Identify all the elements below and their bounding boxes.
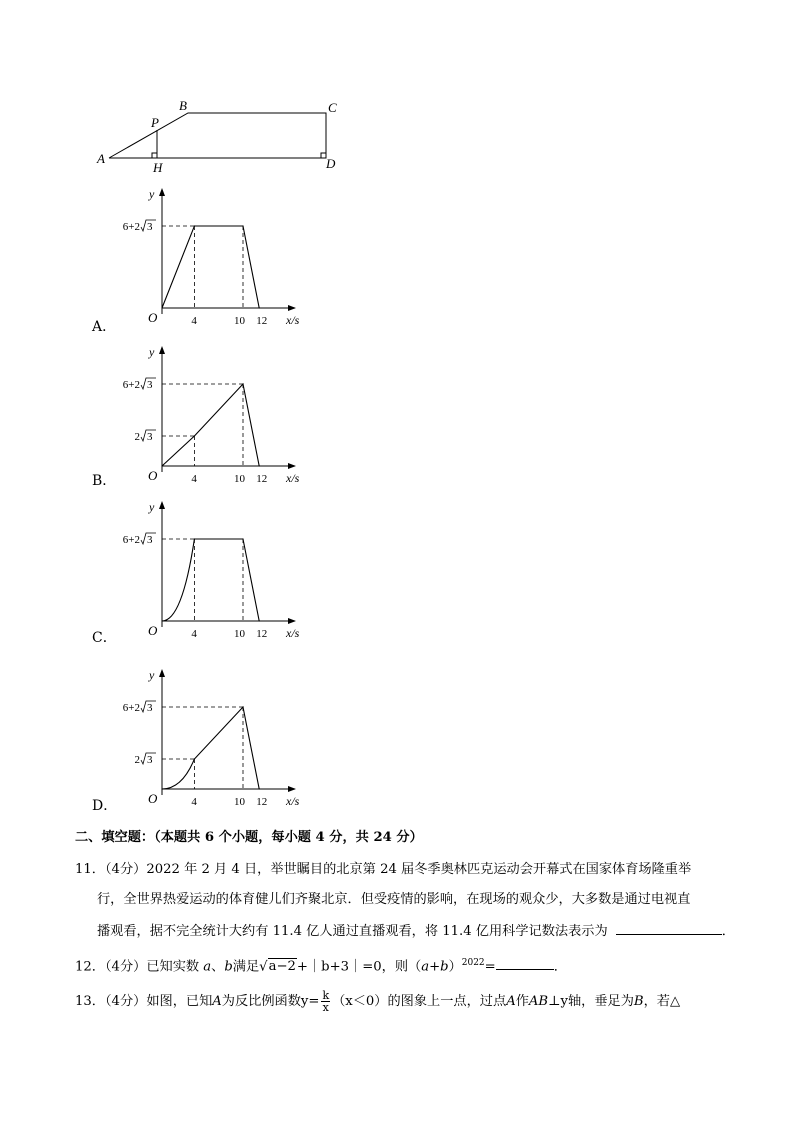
y-tick-mid-text: 2 — [134, 754, 140, 766]
y-tick-mid-text: 2 — [134, 431, 140, 443]
q11-line3: 播观看，据不完全统计大约有 11.4 亿人通过直播观看，将 11.4 亿用科学记数法表示为 — [97, 924, 608, 939]
x-axis-label: x/s — [286, 794, 300, 808]
data-point-x10 — [242, 538, 243, 539]
q11-line2: 行，全世界热爱运动的体育健儿们齐聚北京．但受疫情的影响，在现场的观众少，大多数是通过电视直 — [97, 892, 691, 907]
label-d: D — [326, 156, 336, 171]
x-tick-12: 12 — [256, 473, 268, 485]
data-point-x12 — [259, 465, 260, 466]
x-tick-12: 12 — [256, 315, 268, 327]
data-point-x10 — [242, 383, 243, 384]
q13-rest: 轴，垂足为 — [567, 994, 634, 1009]
q12-end: ． — [553, 959, 567, 975]
q12-answer-blank[interactable] — [496, 956, 554, 970]
data-point-x4 — [194, 538, 195, 539]
sqrt-sign: √ — [259, 959, 268, 975]
y-tick-top-text: 6+2 — [122, 221, 140, 233]
q12-plus: +｜b+3｜=0，则（ — [296, 959, 422, 975]
data-point-x4 — [194, 435, 195, 436]
question-12 — [75, 953, 567, 977]
data-point-x0 — [161, 620, 162, 621]
q12-close: ） — [448, 959, 462, 975]
data-point-x0 — [161, 788, 162, 789]
origin-label: O — [148, 468, 158, 483]
y-axis-label: y — [149, 500, 155, 514]
q13-point-b: B — [633, 994, 644, 1009]
q12-var-a: a — [203, 959, 212, 975]
q12-prefix: 12．（4分）已知实数 — [75, 959, 200, 975]
x-tick-12: 12 — [256, 796, 268, 808]
y-tick-top-text: 6+2 — [122, 702, 140, 714]
q12-mid: 满足 — [232, 959, 260, 975]
q11-end: ． — [721, 924, 735, 939]
x-tick-4: 4 — [191, 628, 197, 640]
label-h: H — [153, 160, 163, 175]
data-point-x0 — [161, 307, 162, 308]
series-line — [162, 539, 259, 621]
graph-d — [110, 661, 310, 811]
x-axis-label: x/s — [286, 313, 300, 327]
y-axis-arrow — [159, 669, 165, 677]
q12-sep: 、 — [211, 959, 225, 975]
y-axis-arrow — [159, 501, 165, 509]
x-axis-label: x/s — [286, 626, 300, 640]
data-point-x12 — [259, 788, 260, 789]
origin-label: O — [148, 310, 158, 325]
y-axis-label: y — [149, 345, 155, 359]
data-point-x10 — [242, 225, 243, 226]
q13-mid1: 为反比例函数 — [221, 994, 301, 1009]
x-tick-10: 10 — [234, 628, 245, 640]
label-b: B — [179, 98, 187, 113]
label-a: A — [97, 151, 105, 166]
q13-numerator: k — [322, 989, 330, 1002]
option-c-label[interactable]: C． — [92, 630, 117, 646]
origin-label: O — [148, 791, 158, 806]
data-point-x10 — [242, 706, 243, 707]
x-tick-4: 4 — [191, 315, 197, 327]
x-axis-arrow — [288, 618, 296, 624]
q13-condition: （x＜0） — [332, 994, 388, 1009]
label-c: C — [328, 100, 337, 115]
y-tick-top-radicand: 3 — [147, 379, 153, 391]
q12-radicand: a−2 — [268, 959, 296, 975]
y-tick-mid-radicand: 3 — [147, 431, 153, 443]
option-a-label[interactable]: A． — [92, 319, 117, 335]
section-title: 二、填空题：（本题共 6 个小题，每小题 4 分，共 24 分） — [75, 830, 423, 845]
data-point-x12 — [259, 307, 260, 308]
x-axis-arrow — [288, 463, 296, 469]
data-point-x4 — [194, 758, 195, 759]
x-axis-label: x/s — [286, 471, 300, 485]
q13-denominator: x — [322, 1001, 329, 1014]
option-d-label[interactable]: D． — [92, 798, 118, 814]
data-point-x12 — [259, 620, 260, 621]
q13-fraction — [321, 990, 330, 1013]
q11-line1: 11．（4分）2022 年 2 月 4 日，举世瞩目的北京第 24 届冬季奥林匹克运动会开幕式在国家体育场隆重举 — [75, 862, 692, 877]
series-line — [162, 384, 259, 466]
q13-prefix: 13．（4分）如图，已知 — [75, 994, 213, 1009]
y-tick-top-text: 6+2 — [122, 534, 140, 546]
q12-sum: a+b — [421, 959, 449, 975]
y-tick-top-radicand: 3 — [147, 702, 153, 714]
y-axis-label: y — [149, 187, 155, 201]
q13-eq: = — [308, 994, 320, 1009]
graph-b — [110, 338, 310, 488]
q13-y: y — [300, 994, 309, 1009]
q11-line3-row — [97, 921, 735, 942]
q11-answer-blank[interactable] — [616, 921, 722, 935]
y-axis-arrow — [159, 346, 165, 354]
q13-mid3: 作 — [515, 994, 529, 1009]
q13-ab: AB — [528, 994, 549, 1009]
x-tick-4: 4 — [191, 473, 197, 485]
series-line — [162, 707, 259, 789]
y-tick-mid-radicand: 3 — [147, 754, 153, 766]
label-p: P — [151, 115, 159, 130]
q13-point-a2: A — [506, 994, 516, 1009]
q13-end: ，若△ — [643, 994, 681, 1009]
q12-eq: = — [484, 959, 496, 975]
data-point-x4 — [194, 225, 195, 226]
graph-a — [110, 180, 310, 330]
x-axis-arrow — [288, 786, 296, 792]
origin-label: O — [148, 623, 158, 638]
x-tick-10: 10 — [234, 473, 245, 485]
x-tick-12: 12 — [256, 628, 268, 640]
y-axis-arrow — [159, 188, 165, 196]
trapezoid-figure — [90, 96, 350, 178]
x-tick-10: 10 — [234, 315, 245, 327]
option-b-label[interactable]: B． — [92, 473, 117, 489]
graph-c — [110, 493, 310, 643]
data-point-x0 — [161, 465, 162, 466]
y-tick-top-radicand: 3 — [147, 534, 153, 546]
q13-point-a: A — [212, 994, 222, 1009]
y-tick-top-text: 6+2 — [122, 379, 140, 391]
x-axis-arrow — [288, 305, 296, 311]
figure-outline — [109, 113, 326, 158]
q12-exponent: 2022 — [461, 958, 485, 968]
q13-perp: ⊥y — [548, 994, 568, 1009]
y-axis-label: y — [149, 668, 155, 682]
right-angle-h — [152, 153, 157, 158]
x-tick-4: 4 — [191, 796, 197, 808]
q13-mid2: 的图象上一点，过点 — [387, 994, 507, 1009]
q12-var-b: b — [224, 959, 233, 975]
x-tick-10: 10 — [234, 796, 245, 808]
question-13 — [75, 990, 680, 1013]
series-line — [162, 226, 259, 308]
y-tick-top-radicand: 3 — [147, 221, 153, 233]
